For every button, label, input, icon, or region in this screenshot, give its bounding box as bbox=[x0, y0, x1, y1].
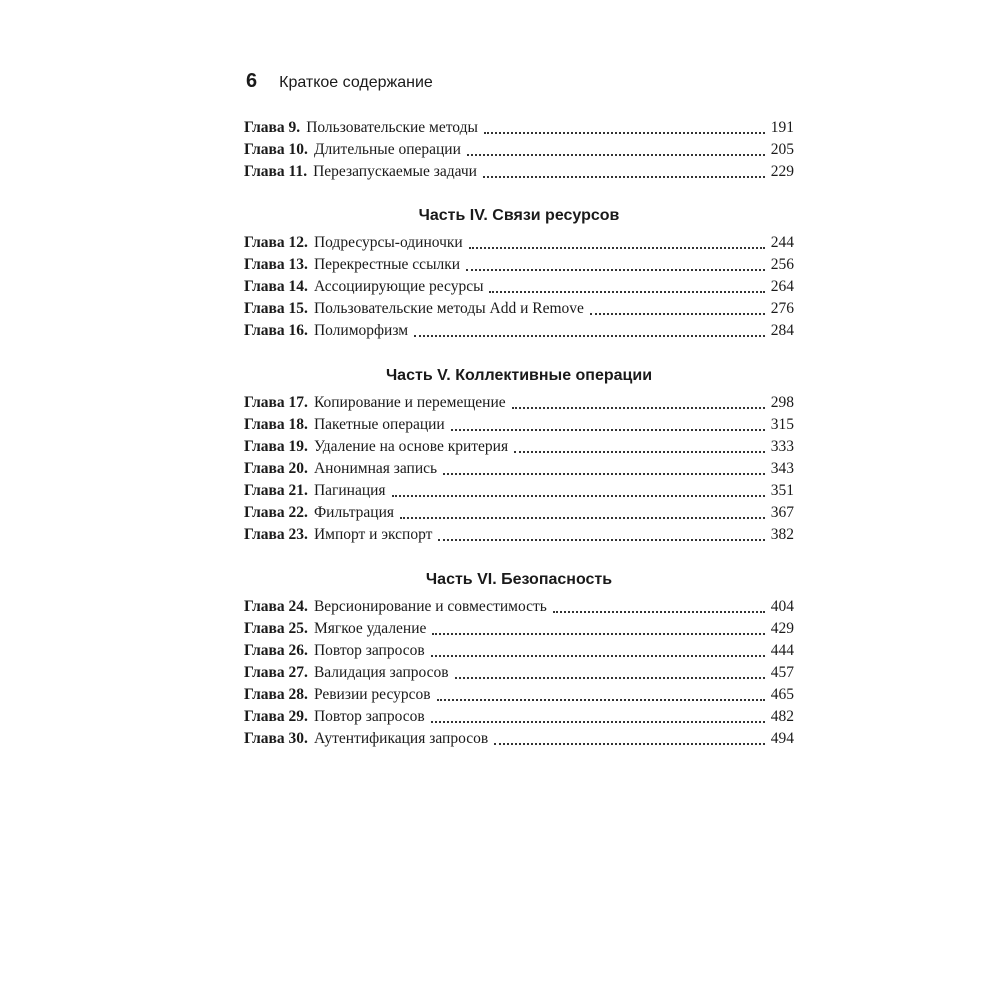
toc-entry[interactable] bbox=[244, 684, 794, 706]
chapter-page: 191 bbox=[770, 119, 794, 136]
chapter-label: Глава 26. bbox=[244, 642, 308, 659]
chapter-label: Глава 14. bbox=[244, 278, 308, 295]
part-heading: Часть IV. Связи ресурсов bbox=[418, 207, 620, 224]
chapter-label: Глава 13. bbox=[244, 256, 308, 273]
leader-dots bbox=[443, 473, 765, 475]
toc-entry[interactable] bbox=[244, 320, 794, 342]
toc-entry[interactable] bbox=[244, 117, 794, 139]
toc-entry[interactable] bbox=[244, 392, 794, 414]
leader-dots bbox=[467, 154, 765, 156]
chapter-title: Повтор запросов bbox=[313, 708, 425, 725]
chapter-page: 298 bbox=[770, 394, 794, 411]
toc-entry[interactable] bbox=[244, 706, 794, 728]
chapter-label: Глава 16. bbox=[244, 322, 308, 339]
chapter-label: Глава 29. bbox=[244, 708, 308, 725]
chapter-page: 404 bbox=[770, 598, 794, 615]
toc-entry[interactable] bbox=[244, 480, 794, 502]
leader-dots bbox=[392, 495, 765, 497]
chapter-label: Глава 12. bbox=[244, 234, 308, 251]
chapter-title: Версионирование и совместимость bbox=[313, 598, 547, 615]
toc-entry[interactable] bbox=[244, 276, 794, 298]
chapter-page: 264 bbox=[770, 278, 794, 295]
chapter-title: Полиморфизм bbox=[313, 322, 409, 339]
chapter-title: Анонимная запись bbox=[313, 460, 438, 477]
chapter-page: 315 bbox=[770, 416, 794, 433]
chapter-page: 343 bbox=[770, 460, 794, 477]
leader-dots bbox=[512, 407, 765, 409]
chapter-title: Ревизии ресурсов bbox=[313, 686, 431, 703]
chapter-page: 256 bbox=[770, 256, 794, 273]
leader-dots bbox=[484, 132, 765, 134]
chapter-title: Фильтрация bbox=[313, 504, 395, 521]
running-title: Краткое содержание bbox=[279, 74, 433, 91]
toc-entry[interactable] bbox=[244, 254, 794, 276]
chapter-title: Импорт и экспорт bbox=[313, 526, 433, 543]
leader-dots bbox=[483, 176, 765, 178]
chapter-title: Перекрестные ссылки bbox=[313, 256, 461, 273]
chapter-label: Глава 19. bbox=[244, 438, 308, 455]
leader-dots bbox=[432, 633, 764, 635]
chapter-title: Ассоциирующие ресурсы bbox=[313, 278, 484, 295]
toc-entry[interactable] bbox=[244, 640, 794, 662]
leader-dots bbox=[455, 677, 765, 679]
toc-entry[interactable] bbox=[244, 458, 794, 480]
chapter-page: 276 bbox=[770, 300, 794, 317]
chapter-page: 444 bbox=[770, 642, 794, 659]
chapter-label: Глава 22. bbox=[244, 504, 308, 521]
chapter-page: 457 bbox=[770, 664, 794, 681]
leader-dots bbox=[431, 721, 765, 723]
toc-entry[interactable] bbox=[244, 139, 794, 161]
chapter-page: 351 bbox=[770, 482, 794, 499]
toc-entry[interactable] bbox=[244, 161, 794, 183]
toc-entry[interactable] bbox=[244, 524, 794, 546]
leader-dots bbox=[451, 429, 765, 431]
toc-entry[interactable] bbox=[244, 436, 794, 458]
chapter-title: Копирование и перемещение bbox=[313, 394, 506, 411]
part-heading: Часть V. Коллективные операции bbox=[385, 367, 653, 384]
chapter-page: 429 bbox=[770, 620, 794, 637]
leader-dots bbox=[431, 655, 765, 657]
leader-dots bbox=[553, 611, 765, 613]
chapter-title: Пакетные операции bbox=[313, 416, 445, 433]
toc-entry[interactable] bbox=[244, 662, 794, 684]
toc-entry[interactable] bbox=[244, 414, 794, 436]
chapter-label: Глава 15. bbox=[244, 300, 308, 317]
chapter-title: Валидация запросов bbox=[313, 664, 449, 681]
chapter-label: Глава 21. bbox=[244, 482, 308, 499]
leader-dots bbox=[590, 313, 765, 315]
chapter-label: Глава 17. bbox=[244, 394, 308, 411]
chapter-title: Аутентификация запросов bbox=[313, 730, 489, 747]
toc-entry[interactable] bbox=[244, 596, 794, 618]
leader-dots bbox=[414, 335, 765, 337]
chapter-label: Глава 24. bbox=[244, 598, 308, 615]
chapter-label: Глава 30. bbox=[244, 730, 308, 747]
leader-dots bbox=[494, 743, 765, 745]
page-number: 6 bbox=[246, 70, 258, 92]
chapter-page: 382 bbox=[770, 526, 794, 543]
page-header bbox=[246, 70, 433, 93]
chapter-page: 367 bbox=[770, 504, 794, 521]
chapter-title: Мягкое удаление bbox=[313, 620, 427, 637]
chapter-label: Глава 25. bbox=[244, 620, 308, 637]
leader-dots bbox=[489, 291, 764, 293]
leader-dots bbox=[437, 699, 765, 701]
chapter-page: 482 bbox=[770, 708, 794, 725]
chapter-title: Повтор запросов bbox=[313, 642, 425, 659]
chapter-label: Глава 18. bbox=[244, 416, 308, 433]
chapter-label: Глава 10. bbox=[244, 141, 308, 158]
chapter-title: Подресурсы-одиночки bbox=[313, 234, 463, 251]
toc-entry[interactable] bbox=[244, 298, 794, 320]
chapter-label: Глава 11. bbox=[244, 163, 308, 180]
chapter-label: Глава 23. bbox=[244, 526, 308, 543]
leader-dots bbox=[469, 247, 765, 249]
chapter-page: 205 bbox=[770, 141, 794, 158]
leader-dots bbox=[466, 269, 765, 271]
chapter-title: Пагинация bbox=[313, 482, 386, 499]
chapter-label: Глава 28. bbox=[244, 686, 308, 703]
chapter-title: Удаление на основе критерия bbox=[313, 438, 509, 455]
chapter-page: 333 bbox=[770, 438, 794, 455]
leader-dots bbox=[400, 517, 765, 519]
chapter-label: Глава 9. bbox=[244, 119, 301, 136]
chapter-title: Перезапускаемые задачи bbox=[313, 163, 477, 180]
leader-dots bbox=[438, 539, 764, 541]
chapter-title: Длительные операции bbox=[313, 141, 461, 158]
chapter-title: Пользовательские методы bbox=[306, 119, 478, 136]
chapter-page: 494 bbox=[770, 730, 794, 747]
chapter-page: 284 bbox=[770, 322, 794, 339]
toc-entry[interactable] bbox=[244, 728, 794, 750]
toc-entry[interactable] bbox=[244, 502, 794, 524]
chapter-page: 229 bbox=[770, 163, 794, 180]
chapter-label: Глава 20. bbox=[244, 460, 308, 477]
part-heading: Часть VI. Безопасность bbox=[425, 571, 613, 588]
toc-entry[interactable] bbox=[244, 232, 794, 254]
toc-entry[interactable] bbox=[244, 618, 794, 640]
chapter-label: Глава 27. bbox=[244, 664, 308, 681]
chapter-title: Пользовательские методы Add и Remove bbox=[313, 300, 584, 317]
leader-dots bbox=[514, 451, 765, 453]
chapter-page: 465 bbox=[770, 686, 794, 703]
chapter-page: 244 bbox=[770, 234, 794, 251]
